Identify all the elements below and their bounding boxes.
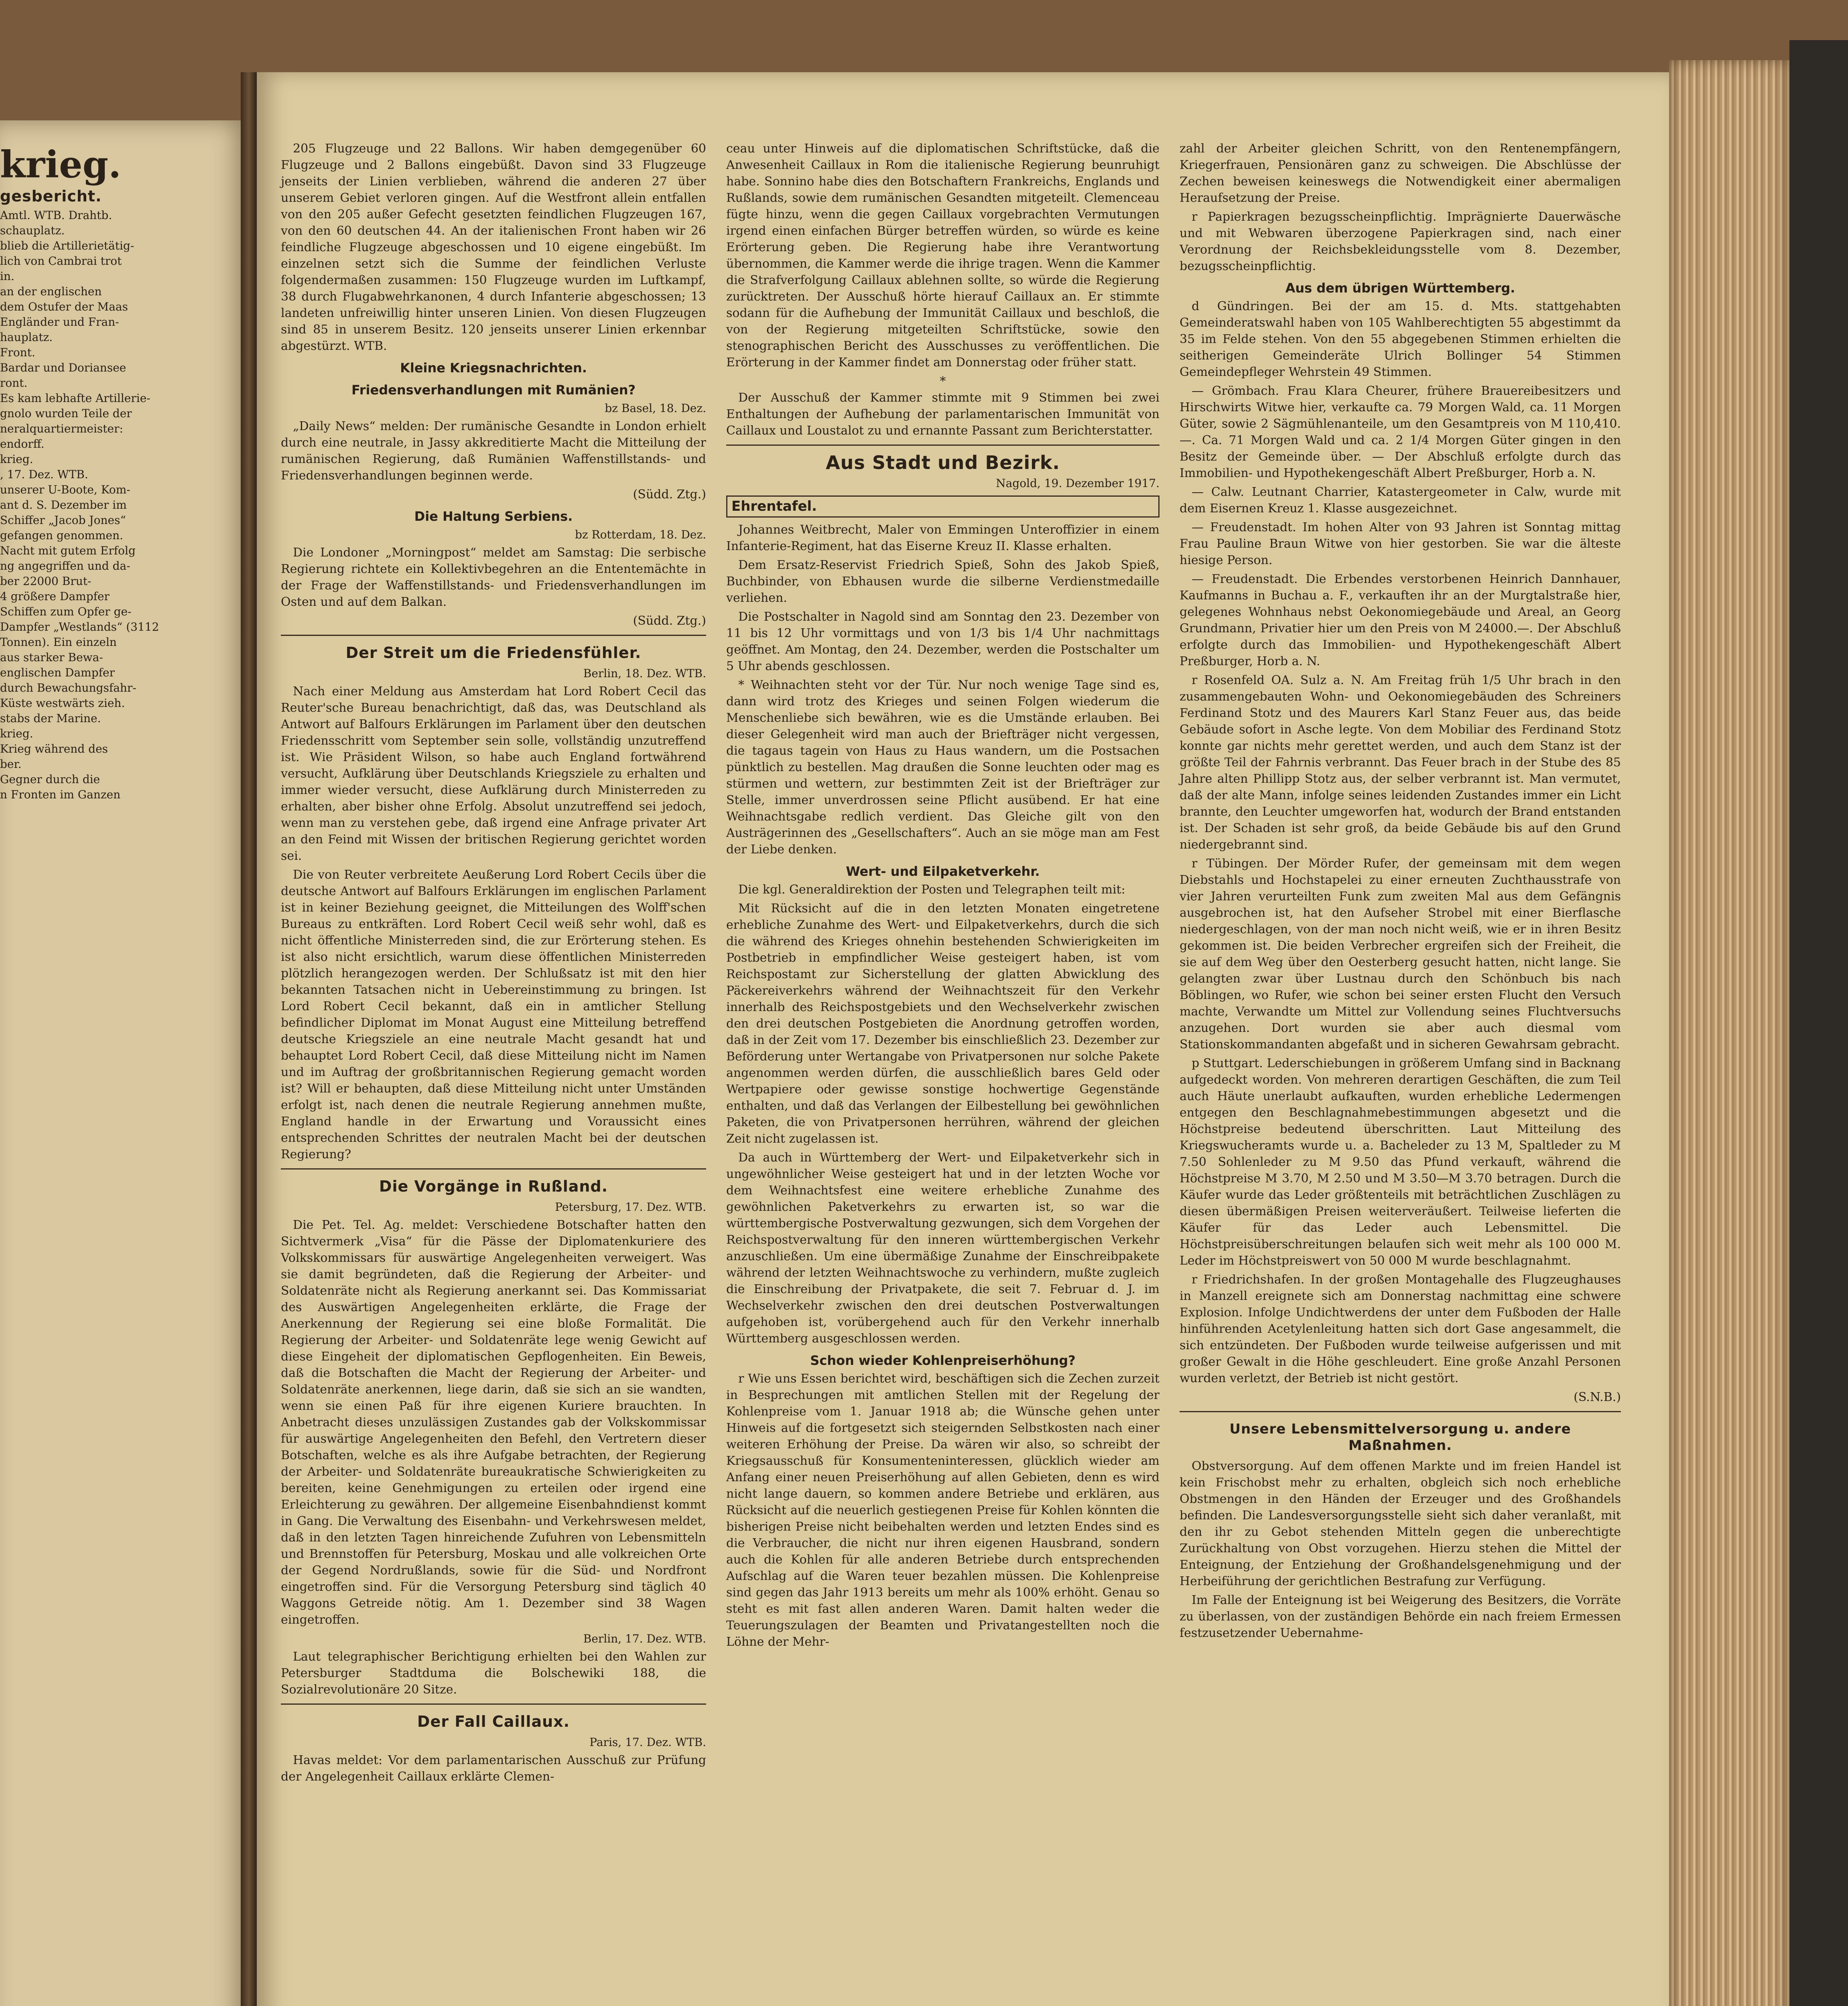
left-line: hauplatz. [0,331,53,344]
left-line: Engländer und Fran- [0,315,119,329]
heading-russland: Die Vorgänge in Rußland. [379,1178,608,1195]
divider [1180,1411,1621,1412]
heading-rumaenien: Friedensverhandlungen mit Rumänien? [351,382,636,398]
left-line: , 17. Dez. WTB. [0,468,88,481]
left-line: gefangen genommen. [0,529,124,542]
dateline-rumaenien: bz Basel, 18. Dez. [605,402,706,415]
article-kohlenpreis-cont: zahl der Arbeiter gleichen Schritt, von den Rentenempfängern, Kriegerfrauen, Pensionären ganz zu schweigen. Die Abschlüsse der Zechen beweisen keineswegs die Notwendigkeit einer abermaligen Heraufsetzung der Preise. [1180,142,1621,205]
article-friedrichshafen: r Friedrichshafen. In der großen Montagehalle des Flugzeughauses in Manzell ereignete sich am Donnerstag nachmittag eine schwere Explosion. Infolge Undichtwerdens der unter dem Fußboden der Halle hinführenden Acetylenleitung hatten sich dort Gase angesammelt, die sich entzündeten. Der Fußboden wurde teilweise aufgerissen und mit großer Gewalt in die Höhe geschleudert. Eine große Anzahl Personen wurden verletzt, der Betrieb ist nicht gestört. [1180,1273,1621,1385]
article-friedensfuehler-2: Die von Reuter verbreitete Aeußerung Lord Robert Cecils über die deutsche Antwort auf Balfours Erklärungen im englischen Parlament ist in keiner Beziehung geeignet, die Mitteilungen des Wolff'schen Bureaus zu entkräften. Lord Robert Cecil weiß sehr wohl, daß es nicht öffentliche Ministerreden sind, die zur Erörterung stehen. Es ist also nicht ersichtlich, warum diese öffentlichen Ministerreden plötzlich herangezogen werden. Der Schlußsatz ist mit den hier bekannten Tatsachen nicht in Uebereinstimmung zu bringen. Ist Lord Robert Cecil bekannt, daß ein in amtlicher Stellung befindlicher Diplomat im Monat August eine Mitteilung betreffend deutsche Kriegsziele an eine neutrale Macht gesandt hat und behauptet Lord Robert Cecil, daß diese Mitteilung nicht im Namen und im Auftrag der großbritannischen Regierung gemacht worden ist? Will er behaupten, daß diese Mitteilung nicht unter Umständen erfolgt ist, nach denen die neutrale Regierung annehmen mußte, England handle in der Erwartung und Voraussicht eines entsprechenden Schrittes der neutralen Macht bei der deutschen Regierung? [281,868,706,1161]
heading-serbien: Die Haltung Serbiens. [414,509,573,524]
left-line: neralquartiermeister: [0,422,123,435]
heading-wertpaket: Wert- und Eilpaketverkehr. [846,864,1040,879]
left-line: Dampfer „Westlands“ (3112 [0,620,159,633]
left-line: ber 22000 Brut- [0,575,91,588]
article-rumaenien: „Daily News“ melden: Der rumänische Gesandte in London erhielt durch eine neutrale, in Jassy akkreditierte Macht die Mitteilung der rumänischen Regierung, daß Rumänien Waffenstillstands- und Friedensverhandlungen beginnen werde. [281,419,706,483]
article-friedensfuehler-1: Nach einer Meldung aus Amsterdam hat Lord Robert Cecil das Reuter'sche Bureau benachrichtigt, daß das, was Deutschland als Antwort auf Balfours Erklärungen im Parlament über den deutschen Friedensschritt vom September sein solle, vollständig unzutreffend ist. Wie Präsident Wilson, so habe auch England fortwährend versucht, Aufklärung über Deutschlands Kriegsziele zu erhalten und immer wieder versucht, diese Aufklärung durch Ministerreden zu erhalten, aber bisher ohne Erfolg. Absolut unzutreffend sei jedoch, wenn man zu verstehen gebe, daß irgend eine Anfrage privater Art an den Feind mit Wissen der britischen Regierung gerichtet worden sei. [281,684,706,863]
left-line: gnolo wurden Teile der [0,407,132,420]
article-caillaux: Havas meldet: Vor dem parlamentarischen Ausschuß zur Prüfung der Angelegenheit Caillaux erklärte Clemen- [281,1753,706,1784]
source-serbien: (Südd. Ztg.) [633,614,706,628]
dateline-serbien: bz Rotterdam, 18. Dez. [575,528,706,541]
article-ausschuss: Der Ausschuß der Kammer stimmte mit 9 Stimmen bei zwei Enthaltungen der Aufhebung der parlamentarischen Immunität von Caillaux und Loustalot zu und ernannte Passant zum Berichterstatter. [726,391,1160,438]
article-weihnachten: * Weihnachten steht vor der Tür. Nur noch wenige Tage sind es, dann wird trotz des Krieges und seinen Folgen wiederum die Menschenliebe sich bewähren, wie es die Umstände erlauben. Bei dieser Gelegenheit wird man auch der Briefträger nicht vergessen, die tagaus tagein von Haus zu Haus wandern, um die Postsachen pünktlich zu bestellen. Mag draußen die Sonne leuchten oder mag es stürmen und wettern, zur bestimmten Zeit ist der Briefträger zur Stelle, immer unverdrossen seine Pflicht ausübend. Er hat eine Weihnachtsgabe redlich verdient. Das Gleiche gilt von den Austrägerinnen des „Gesellschafters“. Auch an sie möge man am Fest der Liebe denken. [726,678,1160,857]
heading-stadt-bezirk: Aus Stadt und Bezirk. [826,452,1060,473]
page-edges [1669,60,1789,2006]
article-freudenstadt-2: — Freudenstadt. Die Erbendes verstorbenen Heinrich Dannhauer, Kaufmanns in Buchau a. F., verkauften ihr an der Murgtalstraße hier, gelegenes Wohnhaus nebst Oekonomiegebäude und Areal, an Georg Grundmann, Privatier hier um den Preis von M 24000.—. Der Abschluß erfolgte durch das Immobilien- und Hypothekengeschäft Albert Preßburger, Horb a. N. [1180,572,1621,668]
left-line: Bardar und Doriansee [0,361,126,374]
left-line: Gegner durch die [0,773,100,786]
source-rumaenien: (Südd. Ztg.) [633,487,706,502]
left-line: Schiffer „Jacob Jones“ [0,514,126,527]
article-flugzeuge: 205 Flugzeuge und 22 Ballons. Wir haben demgegenüber 60 Flugzeuge und 2 Ballons eingebüßt. Davon sind 33 Flugzeuge jenseits der Linien verblieben, während die anderen 27 über unserem Gebiet verloren gingen. Auf die Westfront allein entfallen von den 205 außer Gefecht gesetzten feindlichen Flugzeugen 167, von den 60 deutschen 44. An der italienischen Front haben wir 26 feindliche Flugzeuge abgeschossen und 10 eigene eingebüßt. Im einzelnen setzt sich die Summe der feindlichen Verluste folgendermaßen zusammen: 150 Flugzeuge wurden im Luftkampf, 38 durch Flugabwehrkanonen, 4 durch Infanterie abgeschossen; 13 landeten unfreiwillig hinter unseren Linien. Von diesen Flugzeugen sind 85 in unserem Besitz. 120 jenseits unserer Linien erkennbar abgestürzt. WTB. [281,142,706,353]
heading-friedensfuehler: Der Streit um die Friedensfühler. [345,644,642,662]
article-wertpaket-1: Die kgl. Generaldirektion der Posten und Telegraphen teilt mit: [738,883,1125,897]
article-ehrentafel-1: Johannes Weitbrecht, Maler von Emmingen Unteroffizier in einem Infanterie-Regiment, hat das Eiserne Kreuz II. Klasse erhalten. [726,523,1160,553]
banner-ehrentafel: Ehrentafel. [726,495,1160,518]
book-cover [1789,40,1848,2006]
book-spine [241,72,257,2006]
left-line: krieg. [0,727,33,740]
divider [281,1703,706,1705]
left-line: an der englischen [0,285,102,298]
article-russland-2: Laut telegraphischer Berichtigung erhielten bei den Wahlen zur Petersburger Stadtduma die Bolschewiki 188, die Sozialrevolutionäre 20 Sitze. [281,1650,706,1697]
column-3 [1180,140,1621,1644]
left-line: 4 größere Dampfer [0,590,110,603]
left-lines [0,208,241,802]
left-line: ber. [0,757,22,771]
article-wertpaket-3: Da auch in Württemberg der Wert- und Eilpaketverkehr sich in ungewöhnlicher Weise gesteigert hat und in der letzten Woche vor dem Weihnachtsfest eine weitere erhebliche Zunahme des gewöhnlichen Paketverkehrs zu erwarten ist, so war die württembergische Postverwaltung gezwungen, sich dem Vorgehen der Reichspostverwaltung für den inneren württembergischen Verkehr anzuschließen. Um eine übermäßige Zunahme der Einschreibpakete während der letzten Weihnachtswoche zu verhindern, mußte zugleich die Einschreibung der Privatpakete, die seit 7. Februar d. J. im Wechselverkehr zwischen den drei deutschen Postverwaltungen aufgehoben ist, vorübergehend auch für den Verkehr innerhalb Württemberg ausgeschlossen werden. [726,1151,1160,1346]
left-line: Krieg während des [0,742,108,755]
left-line: Tonnen). Ein einzeln [0,636,117,649]
left-line: durch Bewachungsfahr- [0,681,136,694]
newspaper-page [257,72,1669,2006]
left-line: unserer U-Boote, Kom- [0,483,130,496]
divider [281,635,706,636]
article-obstversorgung: Obstversorgung. Auf dem offenen Markte und im freien Handel ist kein Frischobst mehr zu erhalten, obgleich sich noch erhebliche Obstmengen in den Händen der Erzeuger und des Großhandels befinden. Die Landesversorgungsstelle sieht sich daher veranlaßt, mit den ihr zu Gebot stehenden Mitteln gegen die unberechtigte Zurückhaltung von Obst vorzugehen. Hierzu stehen die Mittel der Enteignung, der Entziehung der Großhandelsgenehmigung und der Herbeiführung der gerichtlichen Bestrafung zur Verfügung. [1180,1459,1621,1588]
heading-kohlenpreis: Schon wieder Kohlenpreiserhöhung? [810,1353,1076,1368]
left-line: englischen Dampfer [0,666,115,679]
left-page-fragment [0,120,249,2006]
article-postschalter: Die Postschalter in Nagold sind am Sonntag den 23. Dezember von 11 bis 12 Uhr vormittags und von 1/3 bis 1/4 Uhr nachmittags geöffnet. Am Montag, den 24. Dezember, werden die Postschalter um 5 Uhr abends geschlossen. [726,610,1160,673]
heading-wuerttemberg: Aus dem übrigen Württemberg. [1285,280,1515,296]
article-kohlenpreis: r Wie uns Essen berichtet wird, beschäftigen sich die Zechen zurzeit in Besprechungen mit amtlichen Stellen mit der Regelung der Kohlenpreise vom 1. Januar 1918 ab; die Wünsche gehen unter Hinweis auf die fortgesetzt sich steigernden Selbstkosten nach einer weiteren Erhöhung der Preise. Da wären wir also, so schreibt der Kriegsausschuß für Konsumenteninteressen, glücklich wieder am Anfang einer neuen Preiserhöhung auf allen Gebieten, denn es wird nicht lange dauern, so kommen andere Betriebe und erklären, aus Rücksicht auf die neuerlich gestiegenen Preise für Kohlen könnten die bisherigen Preise nicht beibehalten werden und letzten Endes sind es die Verbraucher, die nicht nur ihren eigenen Hausbrand, sondern auch die Kohlen für alle anderen Betriebe durch entsprechenden Aufschlag auf die Waren teuer bezahlen müssen. Die Kohlenpreise sind gegen das Jahr 1913 bereits um mehr als 100% erhöht. Genau so steht es mit fast allen anderen Waren. Damit halten weder die Teuerungszulagen der Beamten und Privatangestellten noch die Löhne der Mehr- [726,1372,1160,1649]
left-line: Schiffen zum Opfer ge- [0,605,132,618]
source-friedrichshafen: (S.N.B.) [1574,1390,1621,1404]
left-line: Küste westwärts zieh. [0,696,125,710]
left-line: lich von Cambrai trot [0,254,122,268]
left-line: schauplatz. [0,224,65,237]
left-line: endorff. [0,437,45,451]
left-line: ront. [0,376,28,390]
left-line: n Fronten im Ganzen [0,788,121,801]
left-line: Es kam lebhafte Artillerie- [0,392,150,405]
dateline-friedensfuehler: Berlin, 18. Dez. WTB. [583,667,706,680]
left-title: krieg. [0,143,122,186]
left-line: ng angegriffen und da- [0,559,130,573]
article-tuebingen: r Tübingen. Der Mörder Rufer, der gemeinsam mit dem wegen Diebstahls und Hochstapelei zu einer erneuten Zuchthausstrafe von vier Jahren verurteilten Funk zum zweiten Mal aus dem Gefängnis ausgebrochen ist, hat den Aufseher Strobel mit einer Bierflasche niedergeschlagen, von der man noch nicht weiß, wie er in ihren Besitz gekommen ist. Die beiden Verbrecher ergreifen sich der Freiheit, die sie auf dem Weg über den Oesterberg gesucht hatten, nicht lange. Sie gelangten zwar über Lustnau durch den Schönbuch bis nach Böblingen, wo Rufer, wie schon bei seiner ersten Flucht den Versuch machte, Verwandte um Mittel zur Vollendung seines Fluchtversuchs anzugehen. Dort wurden sie aber auch diesmal vom Stationskommandanten abgefaßt und in sicheren Gewahrsam gebracht. [1180,857,1621,1052]
left-line: stabs der Marine. [0,712,101,725]
dateline-nagold: Nagold, 19. Dezember 1917. [996,477,1160,490]
article-guendringen: d Gündringen. Bei der am 15. d. Mts. stattgehabten Gemeinderatswahl haben von 105 Wahlberechtigten 55 abgestimmt da 35 im Felde stehen. Von den 55 abgegebenen Stimmen erhielten die seitherigen Gemeinderäte Ulrich Bollinger 54 Stimmen Gemeindepfleger Wehrstein 49 Stimmen. [1180,299,1621,379]
heading-lebensmittel: Unsere Lebensmittelversorgung u. andere Maßnahmen. [1229,1421,1571,1454]
column-1 [281,140,706,1787]
article-rosenfeld: r Rosenfeld OA. Sulz a. N. Am Freitag früh 1/5 Uhr brach in den zusammengebauten Wohn- und Oekonomiegebäuden des Schreiners Ferdinand Stotz und des Maurers Karl Stanz Feuer aus, das beide Gebäude sofort in Asche legte. Von dem Mobiliar des Ferdinand Stotz konnte gar nichts mehr gerettet werden, und auch dem Stanz ist der größte Teil der Fahrnis verbrannt. Das Feuer brach in der Stube des 85 Jahre alten Phillipp Stotz aus, der selber verbrannt ist. Man vermutet, daß der alte Mann, infolge seines leidenden Zustandes immer ein Licht brannte, den Leuchter umgeworfen hat, wodurch der Brand entstanden ist. Der Schaden ist sehr groß, da beide Gebäude bis auf den Grund niedergebrannt sind. [1180,673,1621,852]
left-line: aus starker Bewa- [0,651,103,664]
article-freudenstadt-1: — Freudenstadt. Im hohen Alter von 93 Jahren ist Sonntag mittag Frau Pauline Braun Witwe von hier gestorben. Sie war die älteste hiesige Person. [1180,520,1621,567]
article-wertpaket-2: Mit Rücksicht auf die in den letzten Monaten eingetretene erhebliche Zunahme des Wert- und Eilpaketverkehrs, durch die sich die während des Krieges ohnehin bestehenden Schwierigkeiten im Postbetrieb in empfindlicher Weise gesteigert haben, ist vom Reichspostamt zur Sicherstellung der glatten Abwicklung des Päckereiverkehrs während der Weihnachtszeit für den Verkehr innerhalb des Reichspostgebiets und den Wechselverkehr zwischen den drei deutschen Postgebieten die Anordnung getroffen worden, daß in der Zeit vom 17. Dezember bis einschließlich 23. Dezember zur Beförderung unter Wertangabe von Privatpersonen nur solche Pakete angenommen werden dürfen, die ausschließlich bares Geld oder Wertpapiere oder gewisse sonstige hochwertige Gegenstände enthalten, und daß das Verlangen der Eilbestellung bei gewöhnlichen Paketen, die von Privatpersonen herrühren, während der gleichen Zeit nicht zugelassen ist. [726,901,1160,1146]
left-line: dem Ostufer der Maas [0,300,128,313]
divider [726,445,1160,446]
dateline-caillaux: Paris, 17. Dez. WTB. [589,1736,706,1749]
left-line: blieb die Artillerietätig- [0,239,134,252]
heading-kleine-kriegsnachrichten: Kleine Kriegsnachrichten. [400,360,587,376]
article-groembach: — Grömbach. Frau Klara Cheurer, frühere Brauereibesitzers und Hirschwirts Witwe hier, verkaufte ca. 79 Morgen Wald, ca. 11 Morgen Güter, sowie 2 Sägmühlenanteile, um den Gesamtpreis von M 110,410.—. Ca. 71 Morgen Wald und ca. 2 1/4 Morgen Güter gingen in den Besitz der Gemeinde über. — Der Abschluß erfolgte durch das Immobilien- und Hypothekengeschäft Albert Preßburger, Horb a. N. [1180,384,1621,480]
left-subtitle: gesbericht. [0,187,102,205]
article-papierkragen: r Papierkragen bezugsscheinpflichtig. Imprägnierte Dauerwäsche und mit Webwaren überzogene Papierkragen sind, nach einer Verordnung der Reichsbekleidungsstelle vom 8. Dezember, bezugsscheinpflichtig. [1180,210,1621,273]
left-line: ant d. S. Dezember im [0,498,127,512]
article-caillaux-cont: ceau unter Hinweis auf die diplomatischen Schriftstücke, daß die Anwesenheit Caillaux in Rom die italienische Regierung beunruhigt habe. Sonnino habe dies den Botschaftern Frankreichs, Englands und Rußlands, sowie dem rumänischen Gesandten mitgeteilt. Clemenceau fügte hinzu, wenn die gegen Caillaux vorgebrachten Vermutungen irgend einen einfachen Bürger betreffen würden, so würde es keine Erörterung geben. Die Regierung habe ihre Verantwortung übernommen, die Kammer werde die ihrige tragen. Wenn die Kammer die Strafverfolgung Caillaux ablehnen sollte, so würde die Regierung zurücktreten. Der Ausschuß hörte hierauf Caillaux an. Er stimmte sodann für die Aufhebung der Immunität Caillaux und beschloß, die von der Regierung mitgeteilten Schriftstücke, sowie den stenographischen Bericht des Ausschusses zu veröffentlichen. Die Erörterung in der Kammer findet am Donnerstag oder früher statt. [726,142,1160,370]
separator-star: * [940,374,946,388]
left-line: in. [0,270,14,283]
dateline-russland: Petersburg, 17. Dez. WTB. [555,1200,706,1214]
left-line: Nacht mit gutem Erfolg [0,544,136,557]
left-line: Amtl. WTB. Drahtb. [0,209,112,222]
left-line: krieg. [0,453,33,466]
article-russland-1: Die Pet. Tel. Ag. meldet: Verschiedene Botschafter hatten den Sichtvermerk „Visa“ für die Pässe der Diplomatenkuriere des Volkskommissars für auswärtige Angelegenheiten verweigert. Was sie damit begründeten, daß die Regierung der Arbeiter- und Soldatenräte nicht als Regierung anerkannt sei. Das Kommissariat des Auswärtigen Angelegenheiten erklärte, die Frage der Anerkennung der Regierung sei eine bloße Formalität. Die Regierung der Arbeiter- und Soldatenräte lege wenig Gewicht auf diese Eingeheit der diplomatischen Gepflogenheiten. Ein Beweis, daß die Botschaften die Macht der Regierung der Arbeiter- und Soldatenräte anerkennen, liege darin, daß sie sich an sie wandten, wenn sie einen Paß für ihre eigenen Kuriere brauchten. In Anbetracht dieses unzulässigen Zustandes gab der Volkskommissar für auswärtige Angelegenheiten den Befehl, den Vertretern dieser Botschaften, welche es als ihre Aufgabe betrachten, der Regierung der Arbeiter- und Soldatenräte bureaukratische Schwierigkeiten zu bereiten, keine Genehmigungen zu erteilen oder irgend eine Erleichterung zu gewähren. Der allgemeine Eisenbahndienst kommt in Gang. Die Verwaltung des Eisenbahn- und Verkehrswesen meldet, daß in den letzten Tagen hinreichende Zufuhren von Lebensmitteln und Brennstoffen für Petersburg, Moskau und alle volkreichen Orte der Gegend Nordrußlands, sowie für die Süd- und Nordfront eingetroffen sind. Für die Versorgung Petersburg sind täglich 40 Waggons Getreide nötig. Am 1. Dezember sind 38 Wagen eingetroffen. [281,1218,706,1627]
divider [281,1168,706,1169]
article-serbien: Die Londoner „Morningpost“ meldet am Samstag: Die serbische Regierung richtete ein Kollektivbegehren an die Ententemächte in der Frage der Waffenstillstands- und Friedensverhandlungen im Osten und auf dem Balkan. [281,546,706,609]
article-calw: — Calw. Leutnant Charrier, Katastergeometer in Calw, wurde mit dem Eisernen Kreuz 1. Klasse ausgezeichnet. [1180,485,1621,516]
heading-caillaux: Der Fall Caillaux. [417,1713,570,1730]
column-2 [726,140,1160,1653]
dateline-russland-2: Berlin, 17. Dez. WTB. [583,1632,706,1645]
article-ehrentafel-2: Dem Ersatz-Reservist Friedrich Spieß, Sohn des Jakob Spieß, Buchbinder, von Ebhausen wurde die silberne Verdienstmedaille verliehen. [726,558,1160,605]
article-stuttgart: p Stuttgart. Lederschiebungen in größerem Umfang sind in Backnang aufgedeckt worden. Von mehreren derartigen Geschäften, die zum Teil auch Häute unerlaubt aufkauften, wurden erhebliche Ledermengen entgegen den Beschlagnahmebestimmungen abgesetzt und die Höchstpreise bedeutend überschritten. Laut Mitteilung des Kriegswucheramts wurde u. a. Bacheleder zu 13 M, Spaltleder zu M 7.50 Sohlenleder zu M 9.50 das Pfund verkauft, während die Höchstpreise M 3.70, M 2.50 und M 3.50—M 3.70 betragen. Durch die Käufer wurde das Leder größtenteils mit beträchtlichen Zuschlägen zu diesen übermäßigen Preisen weiterveräußert. Teilweise lieferten die Käufer für das Leder auch Lebensmittel. Die Höchstpreisüberschreitungen belaufen sich weit mehr als 100 000 M. Leder im Höchstpreiswert von 50 000 M wurde beschlagnahmt. [1180,1056,1621,1268]
left-line: Front. [0,346,35,359]
article-enteignung: Im Falle der Enteignung ist bei Weigerung des Besitzers, die Vorräte zu überlassen, von der zuständigen Behörde ein nach freiem Ermessen festzusetzender Uebernahme- [1180,1593,1621,1640]
